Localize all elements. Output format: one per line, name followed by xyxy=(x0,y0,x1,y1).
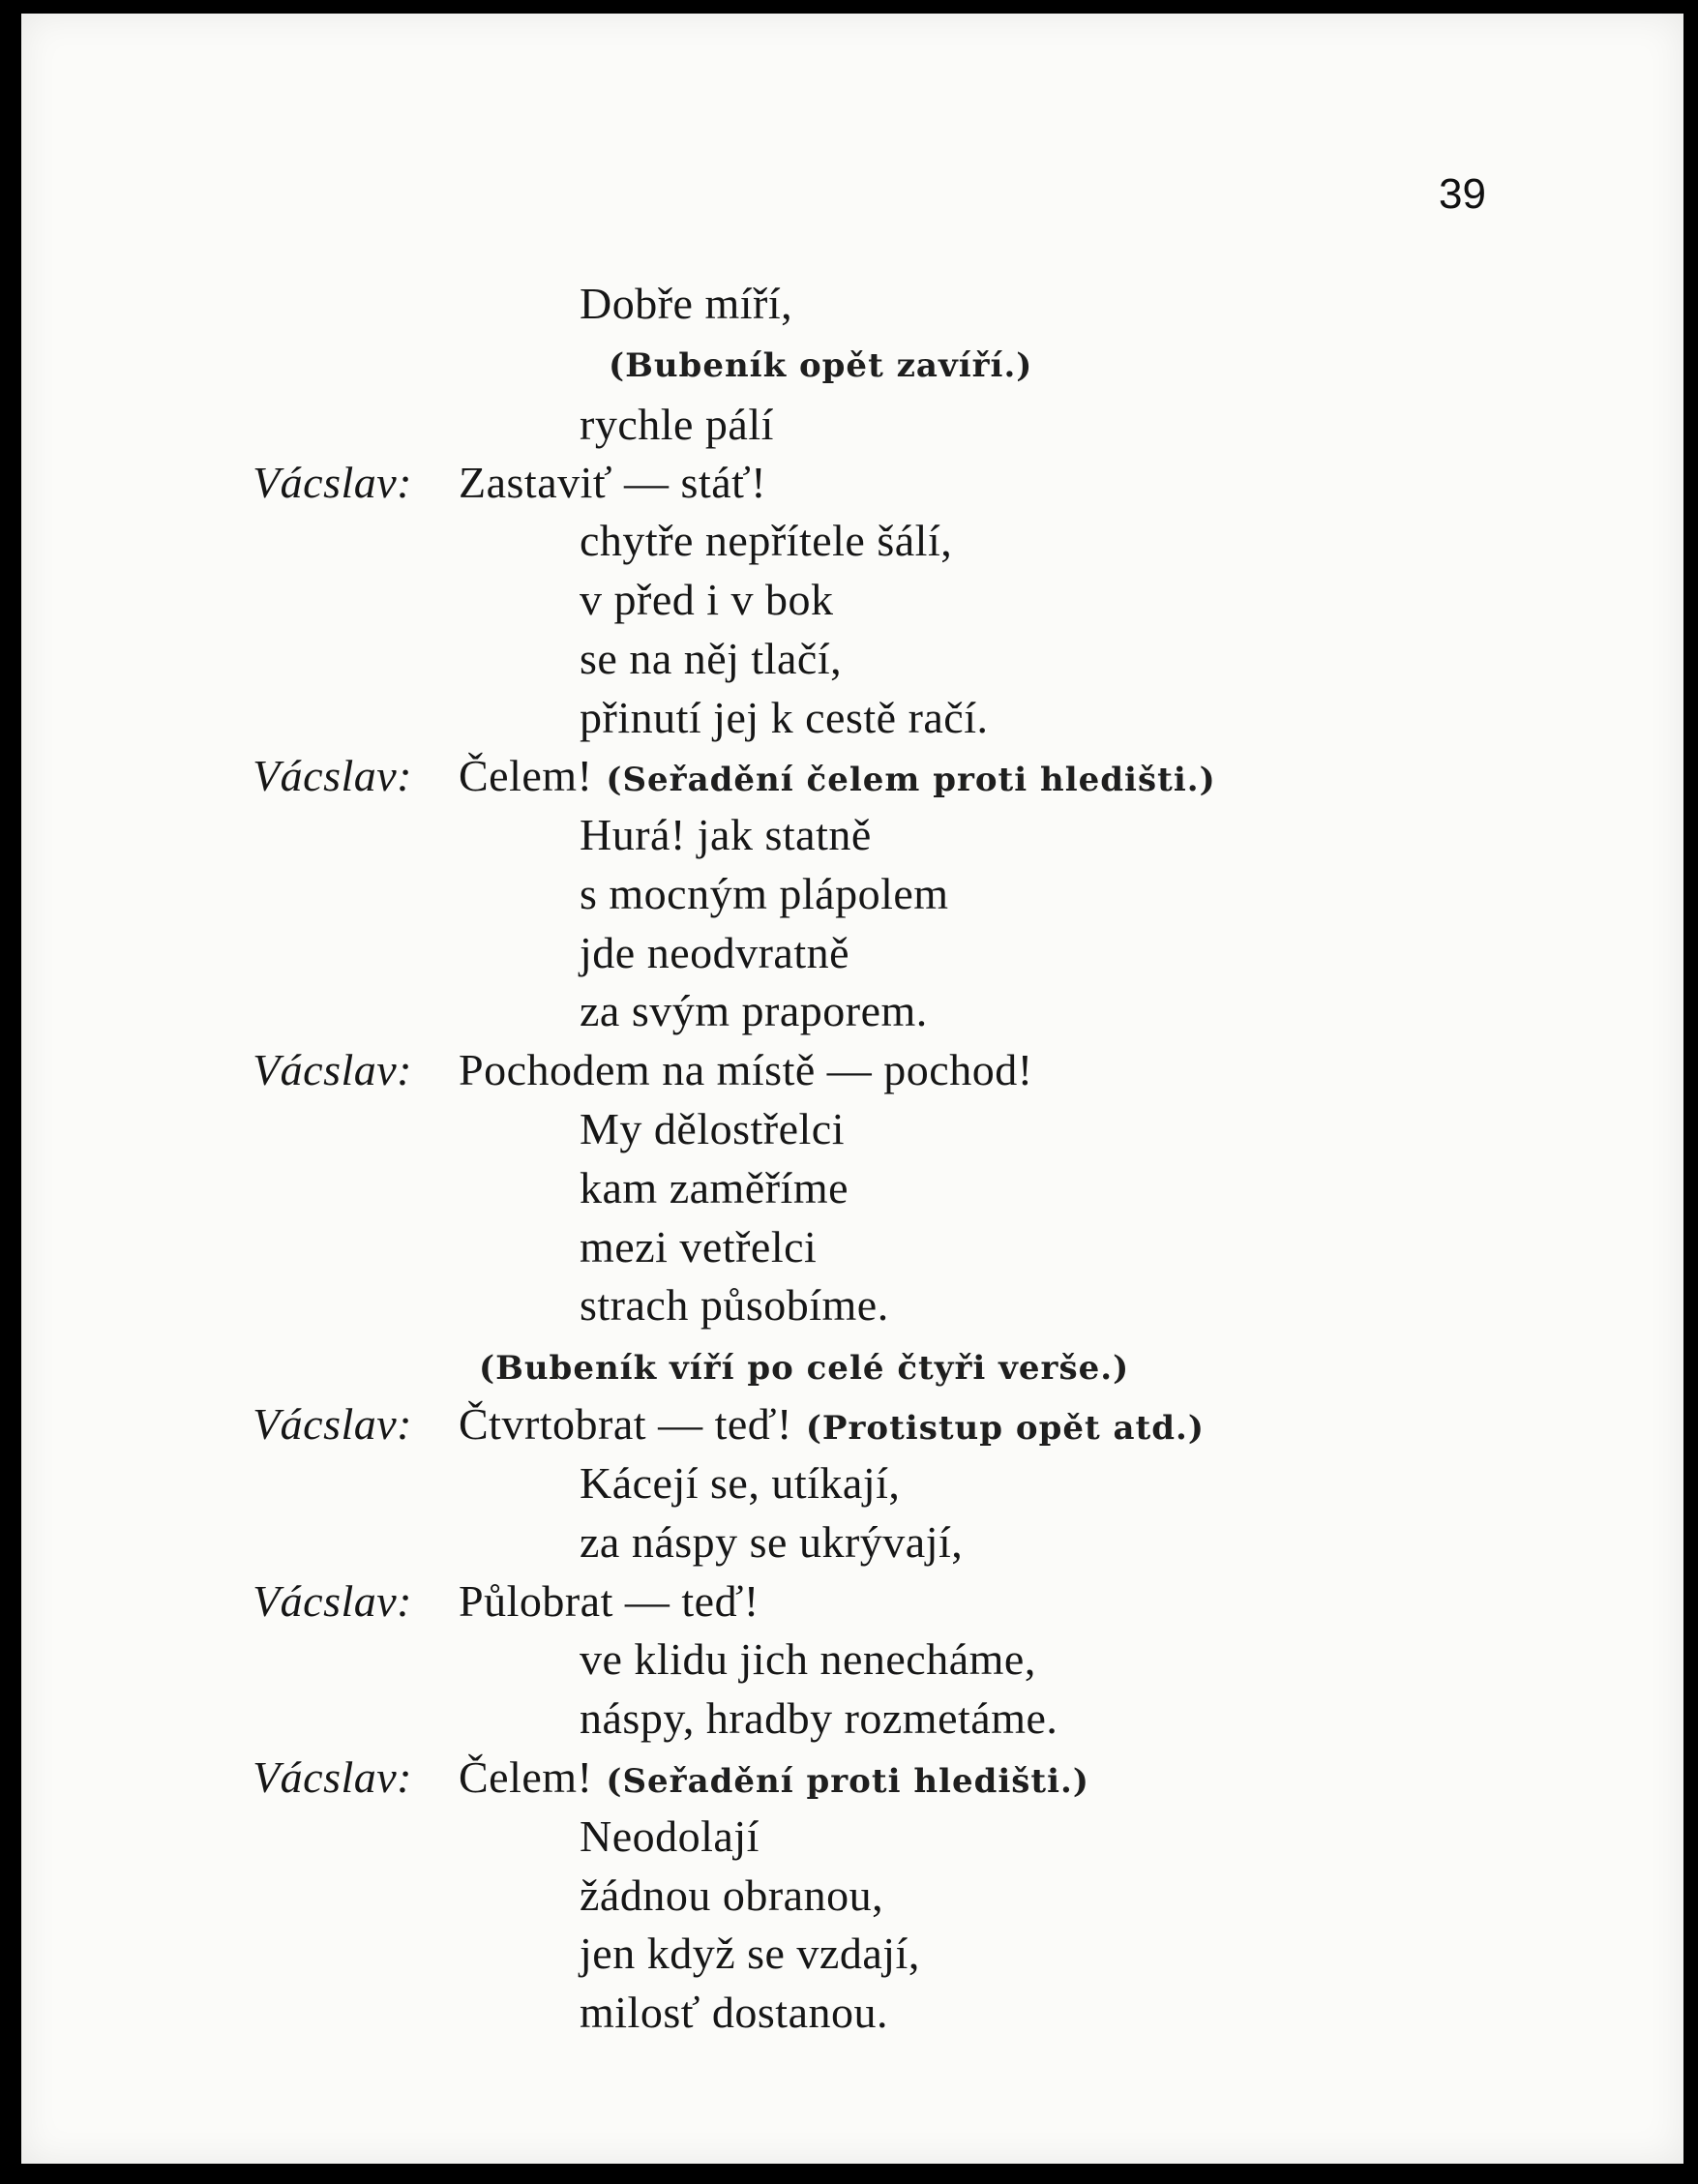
page-number: 39 xyxy=(1439,170,1486,218)
stage-direction: (Seřadění čelem proti hledišti.) xyxy=(606,761,1216,799)
verse-line: za náspy se ukrývají, xyxy=(580,1517,964,1567)
stage-direction: (Bubeník víří po celé čtyři verše.) xyxy=(479,1349,1130,1388)
speaker-name: Vácslav: xyxy=(253,458,412,507)
verse-line: jde neodvratně xyxy=(580,928,850,977)
speaker-name: Vácslav: xyxy=(253,1399,412,1449)
speaker-name: Vácslav: xyxy=(253,1045,412,1094)
verse-line: strach působíme. xyxy=(580,1280,889,1330)
verse-line: v před i v bok xyxy=(580,575,834,624)
dialogue-text: Čtvrtobrat — teď! xyxy=(459,1399,792,1449)
speaker-line xyxy=(21,454,1666,512)
speaker-line xyxy=(21,747,1666,805)
stage-direction: (Seřadění proti hledišti.) xyxy=(606,1762,1089,1801)
dialogue-text: Půlobrat — teď! xyxy=(459,1576,760,1626)
verse-line: kam zaměříme xyxy=(580,1163,849,1212)
verse-line: Neodolají xyxy=(580,1811,760,1861)
speaker-name: Vácslav: xyxy=(253,1752,412,1802)
stage-direction: (Protistup opět atd.) xyxy=(805,1409,1205,1448)
speaker-line xyxy=(21,1572,1666,1631)
dialogue-text: Pochodem na místě — pochod! xyxy=(459,1045,1033,1094)
dialogue-text: Zastaviť — stáť! xyxy=(459,458,767,507)
verse-line: Kácejí se, utíkají, xyxy=(580,1458,901,1508)
book-page xyxy=(21,14,1683,2164)
stage-direction: (Bubeník opět zavíří.) xyxy=(609,346,1033,385)
speaker-name: Vácslav: xyxy=(253,1576,412,1626)
verse-line: rychle pálí xyxy=(580,400,774,449)
verse-line: s mocným plápolem xyxy=(580,869,949,918)
verse-line: mezi vetřelci xyxy=(580,1222,818,1272)
verse-line: chytře nepřítele šálí, xyxy=(580,516,953,565)
verse-line: za svým praporem. xyxy=(580,986,928,1035)
speaker-line xyxy=(21,1395,1666,1453)
dialogue-text: Čelem! xyxy=(459,751,593,800)
verse-line: žádnou obranou, xyxy=(580,1870,884,1920)
verse-line: jen když se vzdají, xyxy=(580,1929,920,1978)
verse-line: Dobře míří, xyxy=(580,279,793,328)
verse-line: milosť dostanou. xyxy=(580,1988,888,2037)
speaker-line xyxy=(21,1041,1666,1099)
speaker-name: Vácslav: xyxy=(253,751,412,800)
verse-line: ve klidu jich nenecháme, xyxy=(580,1634,1036,1684)
verse-line: Hurá! jak statně xyxy=(580,810,872,859)
speaker-line xyxy=(21,1749,1666,1807)
verse-line: My dělostřelci xyxy=(580,1104,845,1153)
verse-line: se na něj tlačí, xyxy=(580,634,843,683)
verse-line: přinutí jej k cestě račí. xyxy=(580,693,989,742)
verse-line: náspy, hradby rozmetáme. xyxy=(580,1693,1058,1743)
dialogue-text: Čelem! xyxy=(459,1752,593,1802)
